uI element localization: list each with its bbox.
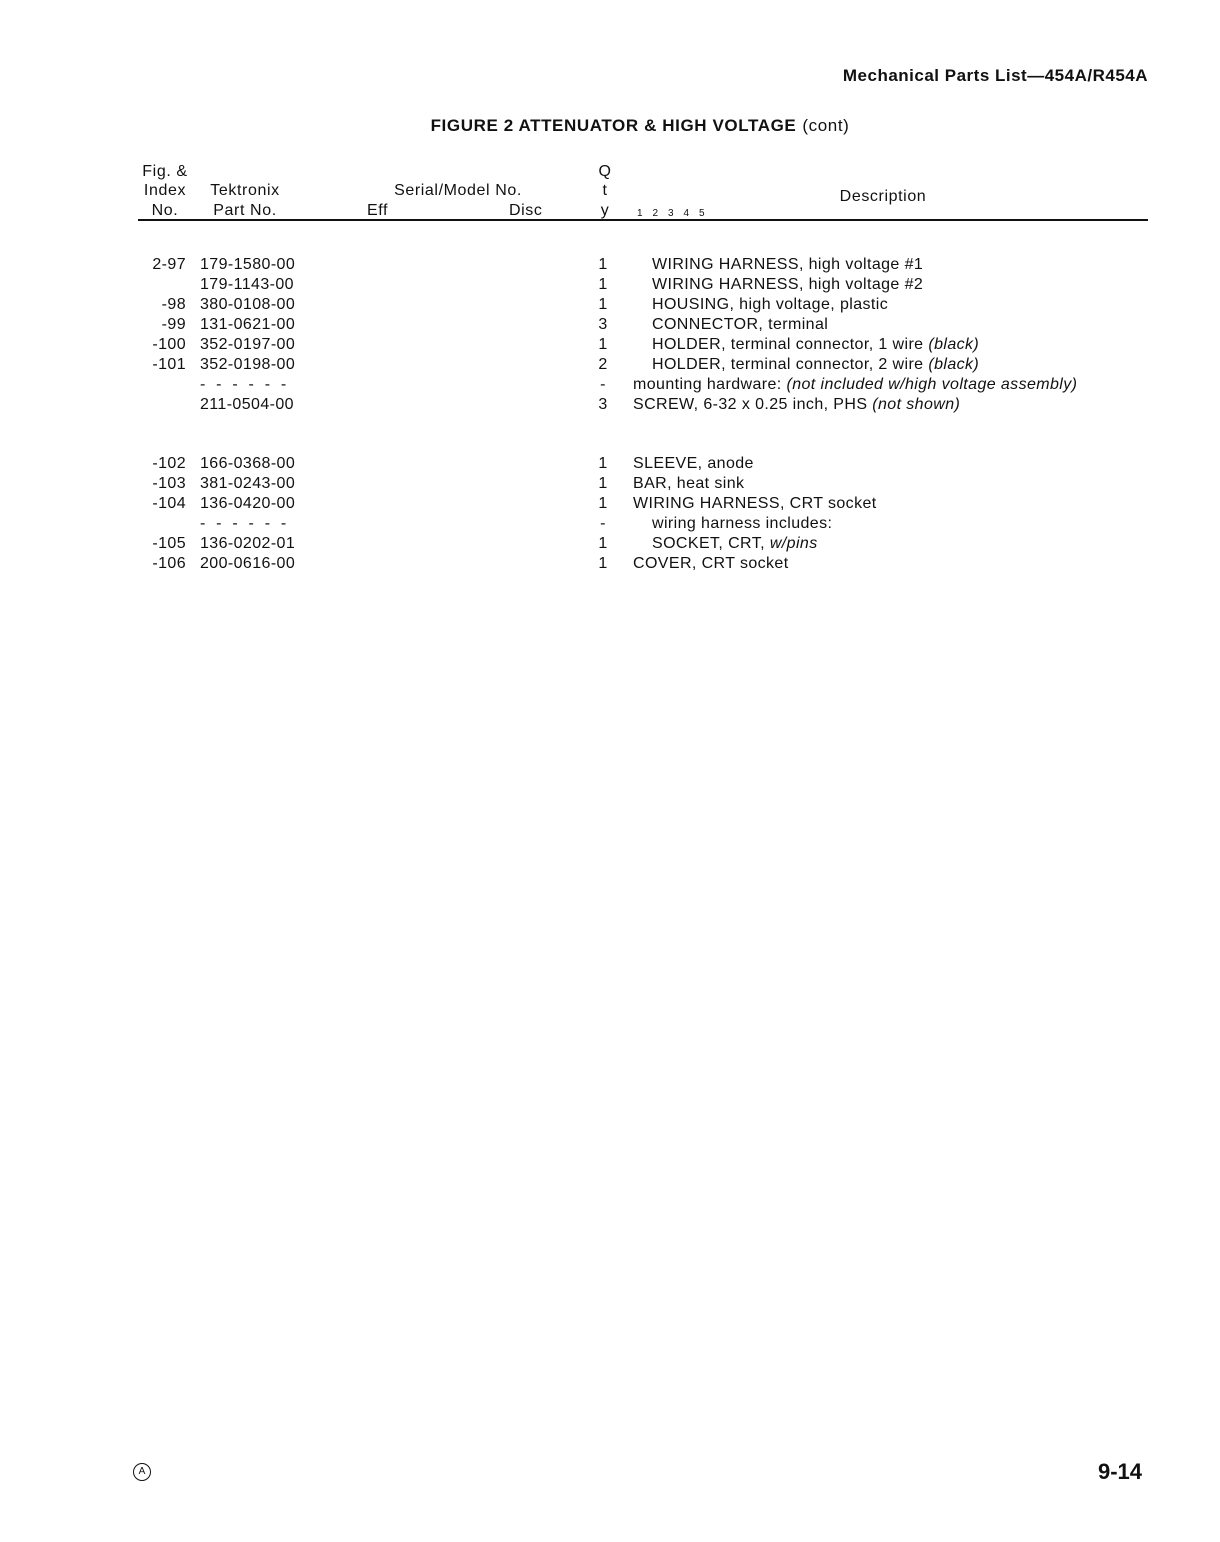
part-number-dashes: - - - - - - <box>200 376 290 393</box>
col-header-fig-line1: Fig. & <box>142 163 188 180</box>
fig-index: -101 <box>152 356 186 373</box>
fig-index: -98 <box>161 296 186 313</box>
quantity: 1 <box>598 495 608 512</box>
indent-level-4: 4 <box>683 208 690 219</box>
part-number: 380-0108-00 <box>200 296 296 313</box>
table-row <box>0 455 1220 475</box>
table-row <box>0 356 1220 376</box>
description-text: SLEEVE, anode <box>633 455 754 472</box>
description <box>633 376 1077 394</box>
fig-index: -99 <box>161 316 186 333</box>
figure-title <box>0 116 1220 136</box>
part-number-dashes: - - - - - - <box>200 515 290 532</box>
table-row <box>0 515 1220 535</box>
description <box>633 396 960 414</box>
description-text: HOUSING, high voltage, plastic <box>652 296 889 313</box>
indent-level-2: 2 <box>652 208 659 219</box>
running-head: Mechanical Parts List—454A/R454A <box>842 66 1148 85</box>
col-header-description: Description <box>839 188 927 205</box>
table-row <box>0 256 1220 276</box>
description <box>652 515 832 533</box>
part-number: 381-0243-00 <box>200 475 296 492</box>
table-row <box>0 495 1220 515</box>
description-note: (black) <box>928 356 980 373</box>
quantity: 1 <box>598 276 608 293</box>
indent-level-numbers <box>637 208 715 219</box>
part-number: 200-0616-00 <box>200 555 296 572</box>
indent-level-3: 3 <box>668 208 674 219</box>
quantity: 1 <box>598 455 608 472</box>
quantity: 1 <box>598 256 608 273</box>
table-row <box>0 396 1220 416</box>
description-text: WIRING HARNESS, CRT socket <box>633 495 877 512</box>
figure-title-main: FIGURE 2 ATTENUATOR & HIGH VOLTAGE <box>430 116 797 135</box>
fig-index: -106 <box>152 555 186 572</box>
description <box>652 356 979 374</box>
description <box>633 455 754 473</box>
fig-index: 2-97 <box>152 256 186 273</box>
col-header-tektronix-line1: Tektronix <box>210 182 280 199</box>
col-header-tektronix-line2: Part No. <box>213 202 277 219</box>
description-text: BAR, heat sink <box>633 475 745 492</box>
part-number: 179-1580-00 <box>200 256 296 273</box>
col-header-disc: Disc <box>509 202 543 219</box>
description <box>652 296 888 314</box>
figure-title-suffix: (cont) <box>802 116 850 135</box>
description-text: WIRING HARNESS, high voltage #1 <box>652 256 924 273</box>
description <box>652 316 828 334</box>
description-text: SOCKET, CRT, <box>652 535 765 552</box>
description-text: HOLDER, terminal connector, 1 wire <box>652 336 924 353</box>
table-row <box>0 336 1220 356</box>
quantity: 1 <box>598 296 608 313</box>
quantity: - <box>600 515 606 532</box>
description-text: wiring harness includes: <box>652 515 833 532</box>
page-number: 9-14 <box>1097 1459 1142 1484</box>
part-number: 179-1143-00 <box>200 276 294 293</box>
description-text: SCREW, 6-32 x 0.25 inch, PHS <box>633 396 868 413</box>
table-row <box>0 276 1220 296</box>
part-number: 352-0197-00 <box>200 336 296 353</box>
col-header-serial-model: Serial/Model No. <box>394 182 522 199</box>
description-text: mounting hardware: <box>633 376 782 393</box>
table-row <box>0 376 1220 396</box>
description-note: (black) <box>928 336 980 353</box>
fig-index: -105 <box>152 535 186 552</box>
description <box>652 336 979 354</box>
table-row <box>0 316 1220 336</box>
description <box>633 495 877 513</box>
col-header-eff: Eff <box>367 202 389 219</box>
description-text: HOLDER, terminal connector, 2 wire <box>652 356 924 373</box>
part-number: 136-0420-00 <box>200 495 296 512</box>
fig-index: -104 <box>152 495 186 512</box>
description-text: CONNECTOR, terminal <box>652 316 829 333</box>
description <box>652 535 818 553</box>
fig-index: -103 <box>152 475 186 492</box>
quantity: 3 <box>598 396 608 413</box>
quantity: 1 <box>598 475 608 492</box>
quantity: 3 <box>598 316 608 333</box>
table-row <box>0 555 1220 575</box>
description <box>633 555 789 573</box>
header-rule <box>138 219 1148 221</box>
quantity: 1 <box>598 555 608 572</box>
indent-level-5: 5 <box>699 208 705 219</box>
revision-mark: A <box>133 1463 151 1481</box>
description-note: w/pins <box>769 535 818 552</box>
description-note: (not included w/high voltage assembly) <box>786 376 1078 393</box>
part-number: 211-0504-00 <box>200 396 294 413</box>
fig-index: -102 <box>152 455 186 472</box>
quantity: 1 <box>598 535 608 552</box>
description <box>633 475 744 493</box>
col-header-qty-t: t <box>602 182 608 199</box>
description-text: COVER, CRT socket <box>633 555 789 572</box>
indent-level-1: 1 <box>637 208 643 219</box>
fig-index: -100 <box>152 336 186 353</box>
part-number: 136-0202-01 <box>200 535 296 552</box>
col-header-qty-q: Q <box>598 163 612 180</box>
quantity: 1 <box>598 336 608 353</box>
col-header-qty-y: y <box>600 202 610 219</box>
col-header-fig-line3: No. <box>151 202 179 219</box>
table-row <box>0 475 1220 495</box>
part-number: 166-0368-00 <box>200 455 296 472</box>
part-number: 131-0621-00 <box>200 316 296 333</box>
quantity: - <box>600 376 606 393</box>
description-text: WIRING HARNESS, high voltage #2 <box>652 276 924 293</box>
description <box>652 256 923 274</box>
quantity: 2 <box>598 356 608 373</box>
part-number: 352-0198-00 <box>200 356 296 373</box>
table-row <box>0 535 1220 555</box>
description <box>652 276 923 294</box>
description-note: (not shown) <box>872 396 961 413</box>
table-row <box>0 296 1220 316</box>
col-header-fig-line2: Index <box>143 182 187 199</box>
